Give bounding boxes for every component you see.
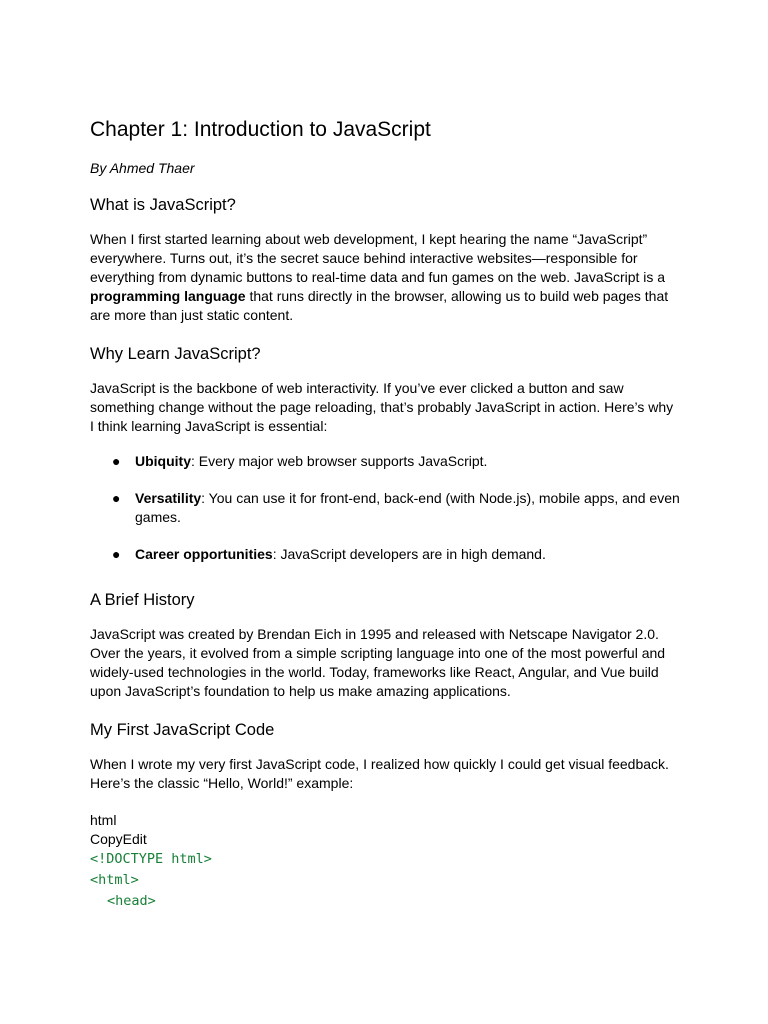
paragraph-text: When I first started learning about web development, I kept hearing the name “JavaScript” everywhere. Turns out, it’s the secret sauce behind interactive websites—responsible for everything from dynamic buttons to real-time data and fun games on the web. JavaScript is a [90,231,666,285]
list-item-text: : You can use it for front-end, back-end (with Node.js), mobile apps, and even games. [135,490,680,525]
heading-first-code: My First JavaScript Code [90,721,275,739]
list-item [90,545,680,564]
paragraph-why-learn: JavaScript is the backbone of web interactivity. If you’ve ever clicked a button and saw something change without the page reloading, that’s probably JavaScript in action. Here’s why I think learning JavaScript is essential: [90,380,674,434]
bullet-icon: ● [112,453,121,469]
paragraph-text: that runs directly in the browser, allowing us to build web pages that are more than just static content. [90,288,669,323]
bullet-icon: ● [112,490,121,506]
heading-what-is-javascript: What is JavaScript? [90,196,236,214]
heading-why-learn: Why Learn JavaScript? [90,345,261,363]
list-item-text: : Every major web browser supports JavaScript. [191,453,488,469]
list-item [90,452,680,471]
code-block [90,811,680,912]
bold-term-programming-language: programming language [90,288,246,304]
list-item-term: Career opportunities [135,546,273,562]
chapter-title: Chapter 1: Introduction to JavaScript [90,118,431,141]
code-line: <head> [107,893,156,909]
code-language-label: html [90,812,117,828]
list-item-text: : JavaScript developers are in high demand. [272,546,546,562]
list-item-term: Ubiquity [135,453,191,469]
list-item [90,489,680,527]
heading-brief-history: A Brief History [90,591,195,609]
copy-edit-label: CopyEdit [90,831,147,847]
paragraph-first-code: When I wrote my very first JavaScript code, I realized how quickly I could get visual feedback. Here’s the classic “Hello, World!” example: [90,756,669,791]
document-content [90,117,680,912]
bullet-icon: ● [112,546,121,562]
paragraph-brief-history: JavaScript was created by Brendan Eich in 1995 and released with Netscape Navigator 2.0. Over the years, it evolved from a simple scripting language into one of the most powerful and widely-used technologies in the world. Today, frameworks like React, Angular, and Vue build upon JavaScript’s foundation to help us make amazing applications. [90,626,666,699]
list-item-term: Versatility [135,490,202,506]
code-line: <html> [90,872,139,888]
byline: By Ahmed Thaer [90,160,195,176]
reasons-list [90,452,680,564]
code-line: <!DOCTYPE html> [90,851,212,867]
paragraph-what-is-javascript [90,230,680,325]
